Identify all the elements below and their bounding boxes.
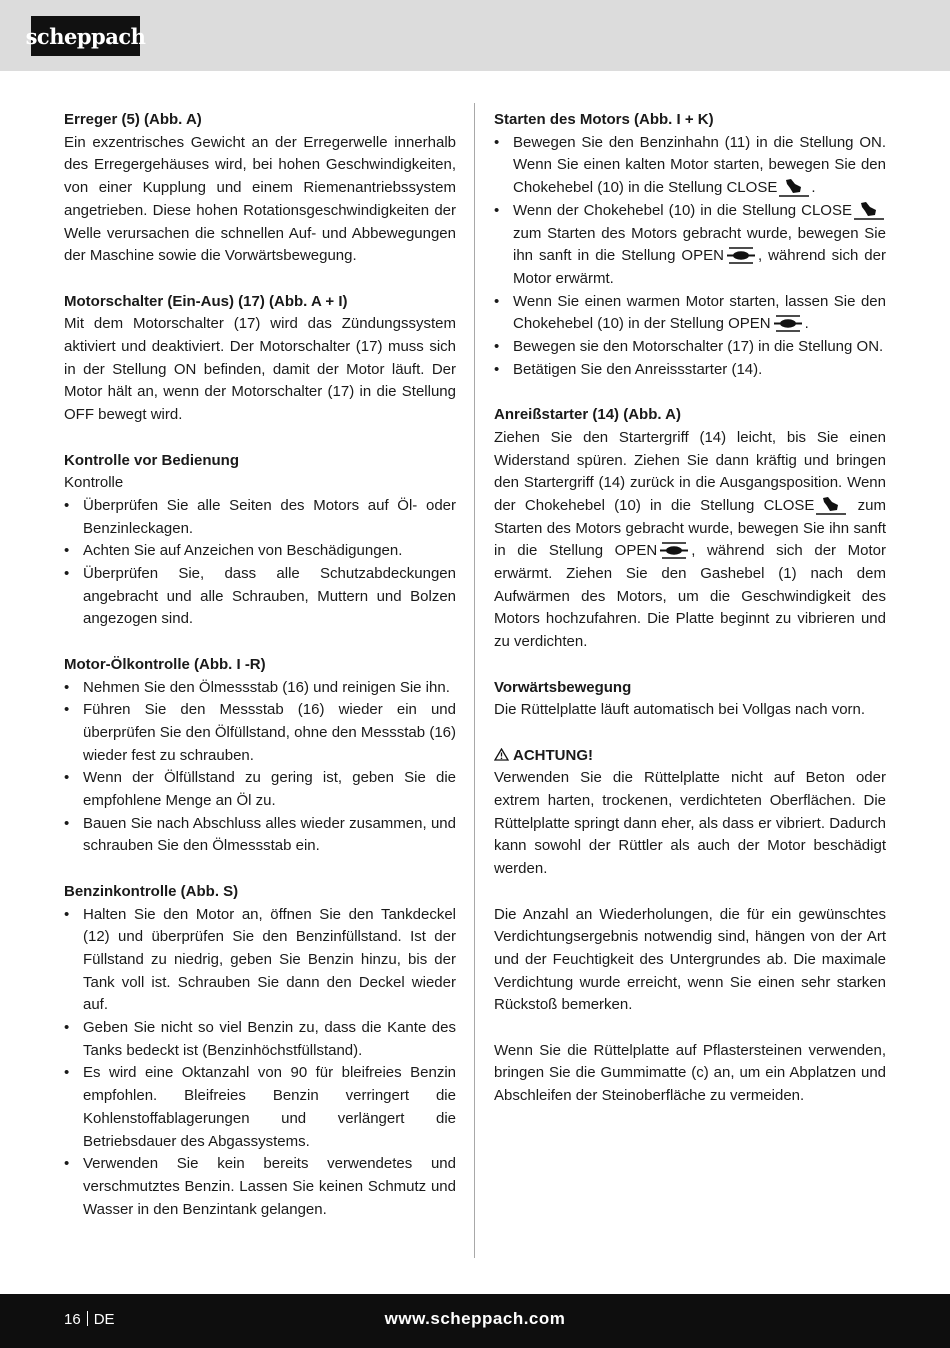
column-divider	[474, 103, 475, 1258]
list-item: • Überprüfen Sie, dass alle Schutzabdeckungen angebracht und alle Schrauben, Muttern und Bolzen angezogen sind.	[64, 565, 456, 628]
section-anreissstarter	[494, 404, 886, 654]
section-text: Mit dem Motorschalter (17) wird das Zündungssystem aktiviert und deaktiviert. Der Motorschalter (17) muss sich in der Stellung ON befinden, damit der Motor läuft. Der Motor hält an, wenn der Motorschalter (17) in die Stellung OFF bewegt wird.	[64, 315, 456, 424]
page-number: 16 DE	[64, 1311, 115, 1328]
choke-close-icon	[778, 178, 810, 197]
bullet-list	[64, 495, 456, 631]
section-heading: Motor-Ölkontrolle (Abb. I -R)	[64, 655, 266, 673]
section-pflastersteine	[494, 1040, 886, 1108]
section-text: Verwenden Sie die Rüttelplatte nicht auf Beton oder extrem harten, trockenen, verdichteten Oberflächen. Die Rüttelplatte springt dann eher, als dass er vibriert. Dadurch kann sowohl der Rüttler als auch der Motor beschädigt werden.	[494, 769, 886, 878]
section-text: Ziehen Sie den Startergriff (14) leicht, bis Sie einen Widerstand spüren. Ziehen Sie dann kräftig und bringen den Startergriff (14) zurück in die Ausgangsposition. Wenn der Chokehebel (10) in die Stellung CLOSE zum Starten des Motors gebracht wurde, bewegen Sie ihn sanft in die Stellung OPEN , während sich der Motor erwärmt. Ziehen Sie den Gashebel (1) nach dem Aufwärmen des Motors, um die Geschwindigkeit des Motors hochzufahren. Die Platte beginnt zu vibrieren und zu verdichten.	[494, 428, 887, 651]
list-item: • Bewegen sie den Motorschalter (17) in die Stellung ON.	[494, 338, 884, 356]
warning-heading: ACHTUNG!	[494, 745, 886, 768]
section-motorschalter	[64, 291, 456, 427]
list-item: • Betätigen Sie den Anreissstarter (14).	[494, 360, 763, 378]
bullet-list	[64, 677, 456, 859]
section-benzinkontrolle	[64, 881, 456, 1222]
section-heading: Vorwärtsbewegung	[494, 678, 632, 696]
section-starten	[494, 109, 886, 381]
page-header	[0, 0, 950, 71]
list-item: • Achten Sie auf Anzeichen von Beschädigungen.	[64, 542, 403, 560]
choke-open-icon	[658, 541, 690, 560]
choke-open-icon	[725, 246, 757, 265]
section-heading: Benzinkontrolle (Abb. S)	[64, 882, 239, 900]
choke-close-icon	[815, 496, 847, 515]
right-column	[494, 109, 886, 1131]
list-item: • Es wird eine Oktanzahl von 90 für bleifreies Benzin empfohlen. Bleifreies Benzin verringert die Kohlenstoffablagerungen und verlängert die Betriebsdauer des Abgassystems.	[64, 1064, 456, 1150]
list-item: • Überprüfen Sie alle Seiten des Motors auf Öl- oder Benzinleckagen.	[64, 496, 456, 537]
section-heading: Motorschalter (Ein-Aus) (17) (Abb. A + I)	[64, 292, 348, 310]
bullet-list	[494, 132, 886, 382]
list-item: • Wenn der Chokehebel (10) in die Stellung CLOSE zum Starten des Motors gebracht wurde, bewegen Sie ihn sanft in die Stellung OPEN , während sich der Motor erwärmt.	[494, 201, 886, 287]
section-wiederholungen	[494, 904, 886, 1018]
section-heading: Erreger (5) (Abb. A)	[64, 111, 202, 128]
list-item: • Geben Sie nicht so viel Benzin zu, dass die Kante des Tanks bedeckt ist (Benzinhöchstfüllstand).	[64, 1019, 456, 1059]
choke-open-icon	[772, 314, 804, 333]
website-link[interactable]: www.scheppach.com	[384, 1309, 566, 1328]
list-item: • Bauen Sie nach Abschluss alles wieder zusammen, und schrauben Sie den Ölmessstab ein.	[64, 814, 456, 855]
warning-triangle-icon	[494, 748, 509, 761]
section-erreger	[64, 109, 456, 268]
list-item: • Bewegen Sie den Benzinhahn (11) in die Stellung ON. Wenn Sie einen kalten Motor starten, bewegen Sie den Chokehebel (10) in die Stellung CLOSE .	[494, 133, 886, 197]
bullet-list	[64, 904, 456, 1222]
page-footer	[0, 1294, 950, 1348]
section-achtung	[494, 745, 886, 881]
list-item: • Wenn der Ölfüllstand zu gering ist, geben Sie die empfohlene Menge an Öl zu.	[64, 769, 456, 810]
section-heading: Starten des Motors (Abb. I + K)	[494, 111, 714, 128]
section-vorwaertsbewegung	[494, 677, 886, 722]
choke-close-icon	[853, 201, 885, 220]
left-column	[64, 109, 456, 1244]
list-item: • Verwenden Sie kein bereits verwendetes und verschmutztes Benzin. Lassen Sie keinen Schmutz und Wasser in den Benzintank gelangen.	[64, 1155, 456, 1218]
section-text: Die Anzahl an Wiederholungen, die für ein gewünschtes Verdichtungsergebnis notwendig sind, hängen von der Art und der Feuchtigkeit des Untergrundes ab. Die maximale Verdichtung wurde erreicht, wenn Sie einen sehr starken Rückstoß bemerken.	[494, 905, 886, 1014]
list-item: • Führen Sie den Messstab (16) wieder ein und überprüfen Sie den Ölfüllstand, ohne den Messstab (16) wieder fest zu schrauben.	[64, 701, 456, 764]
list-item: • Wenn Sie einen warmen Motor starten, lassen Sie den Chokehebel (10) in der Stellung OPEN .	[494, 292, 886, 333]
section-heading: Anreißstarter (14) (Abb. A)	[494, 406, 681, 424]
section-text: Die Rüttelplatte läuft automatisch bei Vollgas nach vorn.	[494, 701, 866, 719]
list-item: • Halten Sie den Motor an, öffnen Sie den Tankdeckel (12) und überprüfen Sie den Benzinfüllstand. Ist der Füllstand zu niedrig, geben Sie Benzin hinzu, bis der Tank voll ist. Schrauben Sie dann den Deckel wieder auf.	[64, 905, 456, 1014]
section-kontrolle	[64, 450, 456, 632]
section-text: Wenn Sie die Rüttelplatte auf Pflastersteinen verwenden, bringen Sie die Gummimatte (c) an, um ein Abplatzen und Abschleifen der Steinoberfläche zu vermeiden.	[494, 1041, 886, 1105]
section-text: Ein exzentrisches Gewicht an der Erregerwelle innerhalb des Erregergehäuses wird, bei hohen Geschwindigkeiten, von einer Kupplung und einem Riemenantriebssystem angetrieben. Diese hohen Rotationsgeschwindigkeiten der Welle verursachen die schnellen Auf- und Abbewegungen der Maschine sowie die Vorwärtsbewegung.	[64, 133, 456, 265]
subheading: Kontrolle	[64, 474, 124, 492]
list-item: • Nehmen Sie den Ölmessstab (16) und reinigen Sie ihn.	[64, 678, 450, 696]
brand-logo: scheppach	[31, 16, 140, 56]
section-heading: Kontrolle vor Bedienung	[64, 451, 240, 469]
section-oelkontrolle	[64, 654, 456, 858]
